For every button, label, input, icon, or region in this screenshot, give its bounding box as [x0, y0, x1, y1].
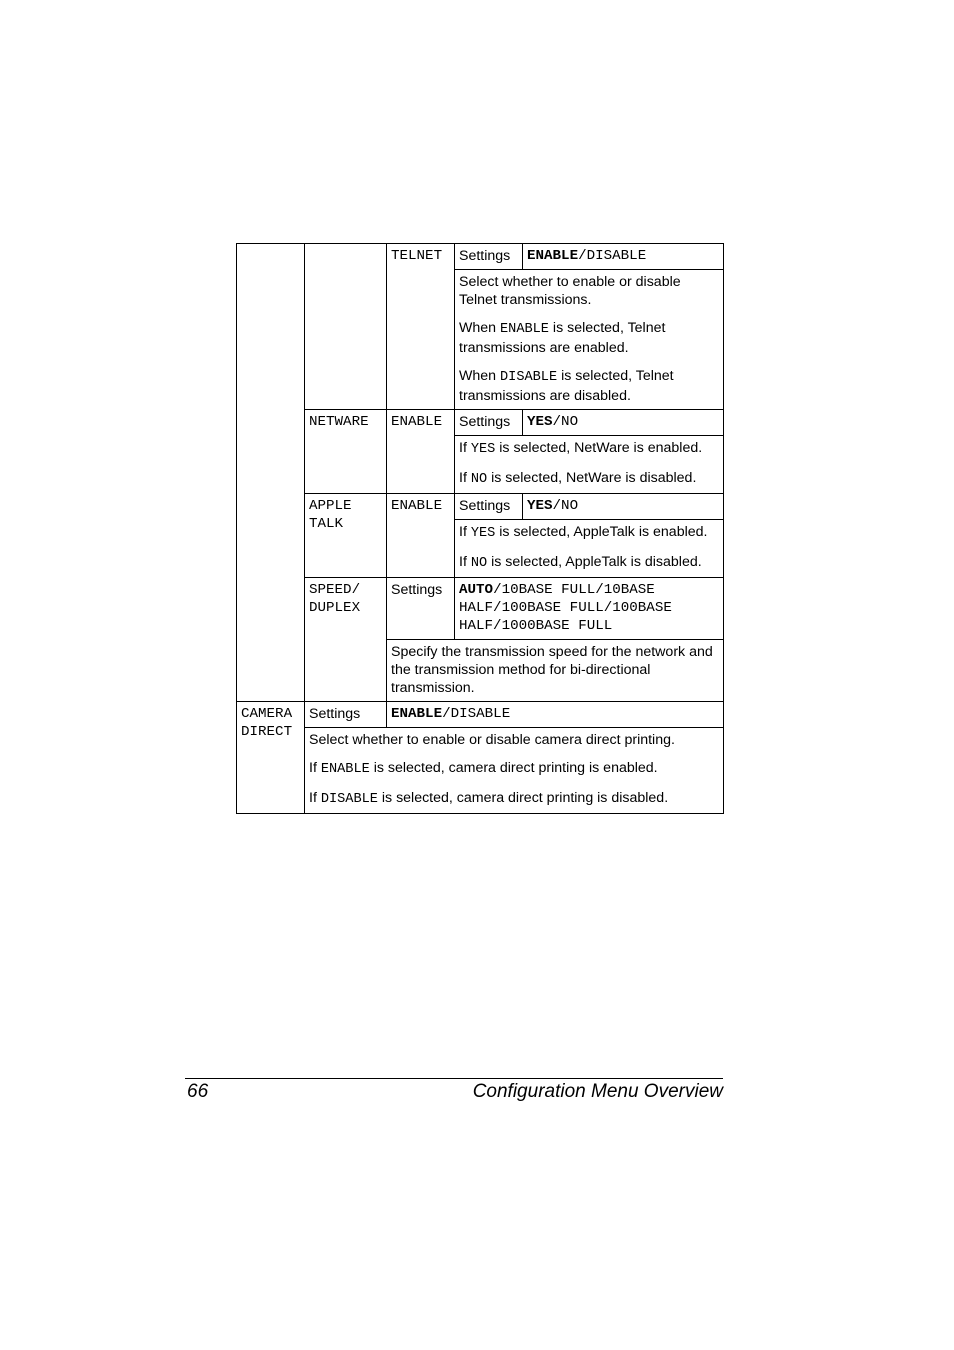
netware-description [455, 436, 724, 494]
default-option: ENABLE [527, 248, 579, 264]
appletalk-desc-1: If YES is selected, AppleTalk is enabled. [459, 524, 708, 541]
telnet-desc-2: When ENABLE is selected, Telnet transmissions are enabled. [459, 320, 666, 356]
settings-label: Settings [455, 494, 523, 520]
section-title: Configuration Menu Overview [472, 1081, 723, 1102]
default-option: YES [527, 414, 553, 430]
camera-desc-3: If DISABLE is selected, camera direct printing is disabled. [309, 790, 669, 807]
appletalk-options [523, 494, 724, 520]
other-options: /NO [552, 498, 579, 514]
table-row [237, 410, 724, 436]
netware-desc-1: If YES is selected, NetWare is enabled. [459, 440, 703, 457]
other-options: /NO [552, 414, 579, 430]
appletalk-sub-item: ENABLE [387, 494, 455, 578]
camera-desc-1: Select whether to enable or disable camera direct printing. [309, 732, 675, 748]
table-row [237, 578, 724, 640]
camera-direct-options [387, 702, 724, 728]
settings-label: Settings [455, 244, 523, 270]
other-options: /10BASE FULL/10BASE HALF/100BASE FULL/100BASE HALF/1000BASE FULL [459, 582, 672, 634]
page-number: 66 [187, 1081, 209, 1102]
configuration-menu-table [236, 243, 724, 814]
appletalk-description [455, 520, 724, 578]
default-option: YES [527, 498, 553, 514]
telnet-desc-1: Select whether to enable or disable Telnet transmissions. [459, 274, 681, 308]
camera-direct-item: CAMERA DIRECT [237, 702, 305, 814]
telnet-description [455, 270, 724, 410]
default-option: ENABLE [391, 706, 443, 722]
camera-desc-2: If ENABLE is selected, camera direct printing is enabled. [309, 760, 658, 777]
netware-sub-item: ENABLE [387, 410, 455, 494]
camera-direct-description [305, 728, 724, 814]
settings-label: Settings [455, 410, 523, 436]
netware-desc-2: If NO is selected, NetWare is disabled. [459, 470, 697, 487]
telnet-desc-3: When DISABLE is selected, Telnet transmissions are disabled. [459, 368, 674, 404]
table-row [237, 702, 724, 728]
speed-duplex-description: Specify the transmission speed for the network and the transmission method for bi-directional transmission. [387, 640, 724, 702]
netware-options [523, 410, 724, 436]
footer-rule [185, 1078, 723, 1079]
netware-item: NETWARE [305, 410, 387, 494]
appletalk-item: APPLE TALK [305, 494, 387, 578]
table-row [237, 728, 724, 814]
table-row [237, 244, 724, 270]
speed-duplex-options [455, 578, 724, 640]
empty-cell [237, 244, 305, 702]
empty-cell [305, 244, 387, 410]
telnet-item: TELNET [387, 244, 455, 410]
other-options: /DISABLE [578, 248, 647, 264]
telnet-options [523, 244, 724, 270]
speed-duplex-item: SPEED/ DUPLEX [305, 578, 387, 702]
other-options: /DISABLE [442, 706, 511, 722]
settings-label: Settings [387, 578, 455, 640]
default-option: AUTO [459, 582, 494, 598]
table-row [237, 494, 724, 520]
appletalk-desc-2: If NO is selected, AppleTalk is disabled. [459, 554, 702, 571]
settings-label: Settings [305, 702, 387, 728]
